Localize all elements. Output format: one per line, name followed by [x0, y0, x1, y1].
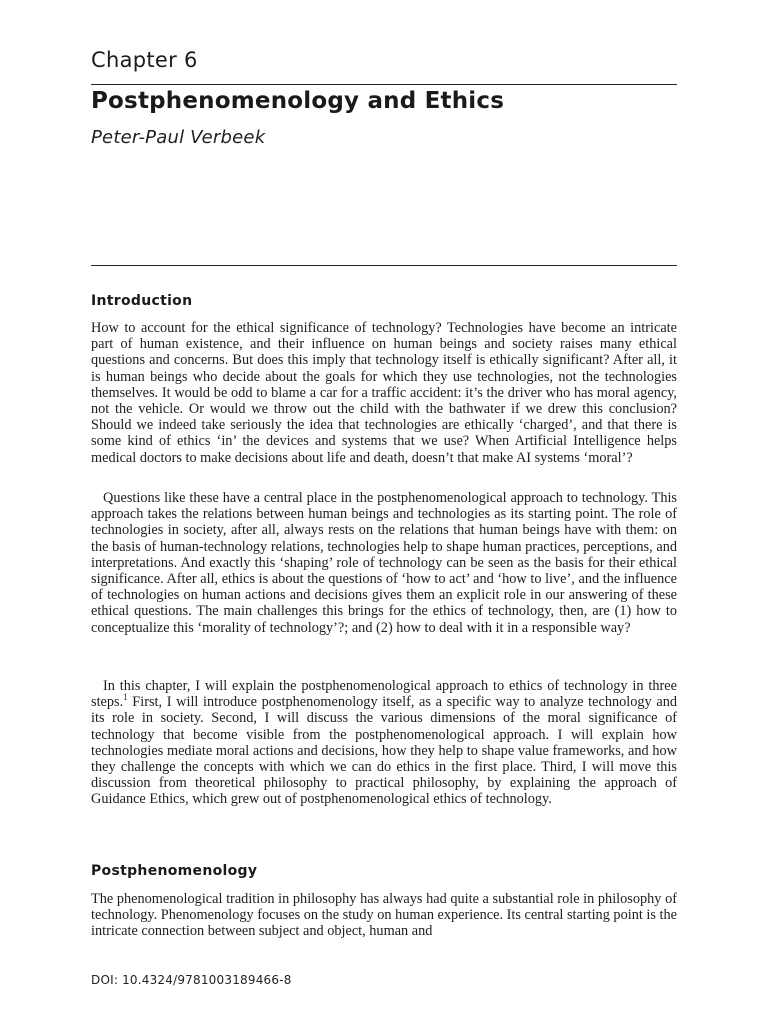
intro-paragraph-3-rest: First, I will introduce postphenomenology itself, as a specific way to analyze technology and its role in society. Second, I will discuss the various dimensions of the moral significance of technology that become visible from the postphenomenological approach. I will explain how technologies mediate moral actions and decisions, how they help to shape value frameworks, and how they challenge the concepts with which we can do ethics in the first place. Third, I will move this discussion from theoretical philosophy to practical philosophy, by explaining the approach of Guidance Ethics, which grew out of postphenomenological ethics of technology. [91, 694, 677, 808]
heading-postphenomenology: Postphenomenology [91, 863, 258, 879]
top-rule [91, 84, 677, 85]
heading-introduction: Introduction [91, 293, 193, 309]
doi-footer: DOI: 10.4324/9781003189466-8 [91, 973, 292, 987]
footnote-marker[interactable]: 1 [123, 692, 128, 703]
chapter-number: Chapter 6 [91, 48, 198, 72]
intro-paragraph-2: Questions like these have a central place in the postphenomenological approach to technology. This approach takes the relations between human beings and technologies as its starting point. The role of technologies in society, after all, always rests on the relations that human beings have with them: on the basis of human-technology relations, technologies help to shape human practices, perceptions, and interpretations. And exactly this ‘shaping’ role of technology can be seen as the basis for their ethical significance. After all, ethics is about the questions of ‘how to act’ and ‘how to live’, and the influence of technologies on human actions and decisions gives them an explicit role in our answering of these ethical questions. The main challenges this brings for the ethics of technology, then, are (1) how to conceptualize this ‘morality of technology’?; and (2) how to deal with it in a responsible way? [91, 490, 677, 636]
postphenomenology-paragraph-1: The phenomenological tradition in philosophy has always had quite a substantial role in philosophy of technology. Phenomenology focuses on the study on human experience. Its central starting point is the intricate connection between subject and object, human and [91, 891, 677, 940]
chapter-author: Peter-Paul Verbeek [91, 127, 266, 148]
intro-paragraph-3 [91, 678, 677, 808]
intro-paragraph-1: How to account for the ethical significance of technology? Technologies have become an intricate part of human existence, and their influence on human beings and society raises many ethical questions and concerns. But does this imply that technology itself is ethically significant? After all, it is human beings who decide about the goals for which they use technologies, not the technologies themselves. It would be odd to blame a car for a traffic accident: it’s the driver who has moral agency, not the vehicle. Or would we throw out the child with the bathwater if we drew this conclusion? Should we indeed take seriously the idea that technologies are ethically ‘charged’, and that there is some kind of ethics ‘in’ the devices and systems that we use? When Artificial Intelligence helps medical doctors to make decisions about life and death, doesn’t that make AI systems ‘moral’? [91, 320, 677, 466]
section-rule [91, 265, 677, 266]
chapter-title: Postphenomenology and Ethics [91, 88, 505, 114]
intro-paragraph-3-start: In this chapter, I will explain the postphenomenological approach to ethics of technology in three steps. [91, 678, 677, 711]
book-page [91, 0, 677, 1024]
